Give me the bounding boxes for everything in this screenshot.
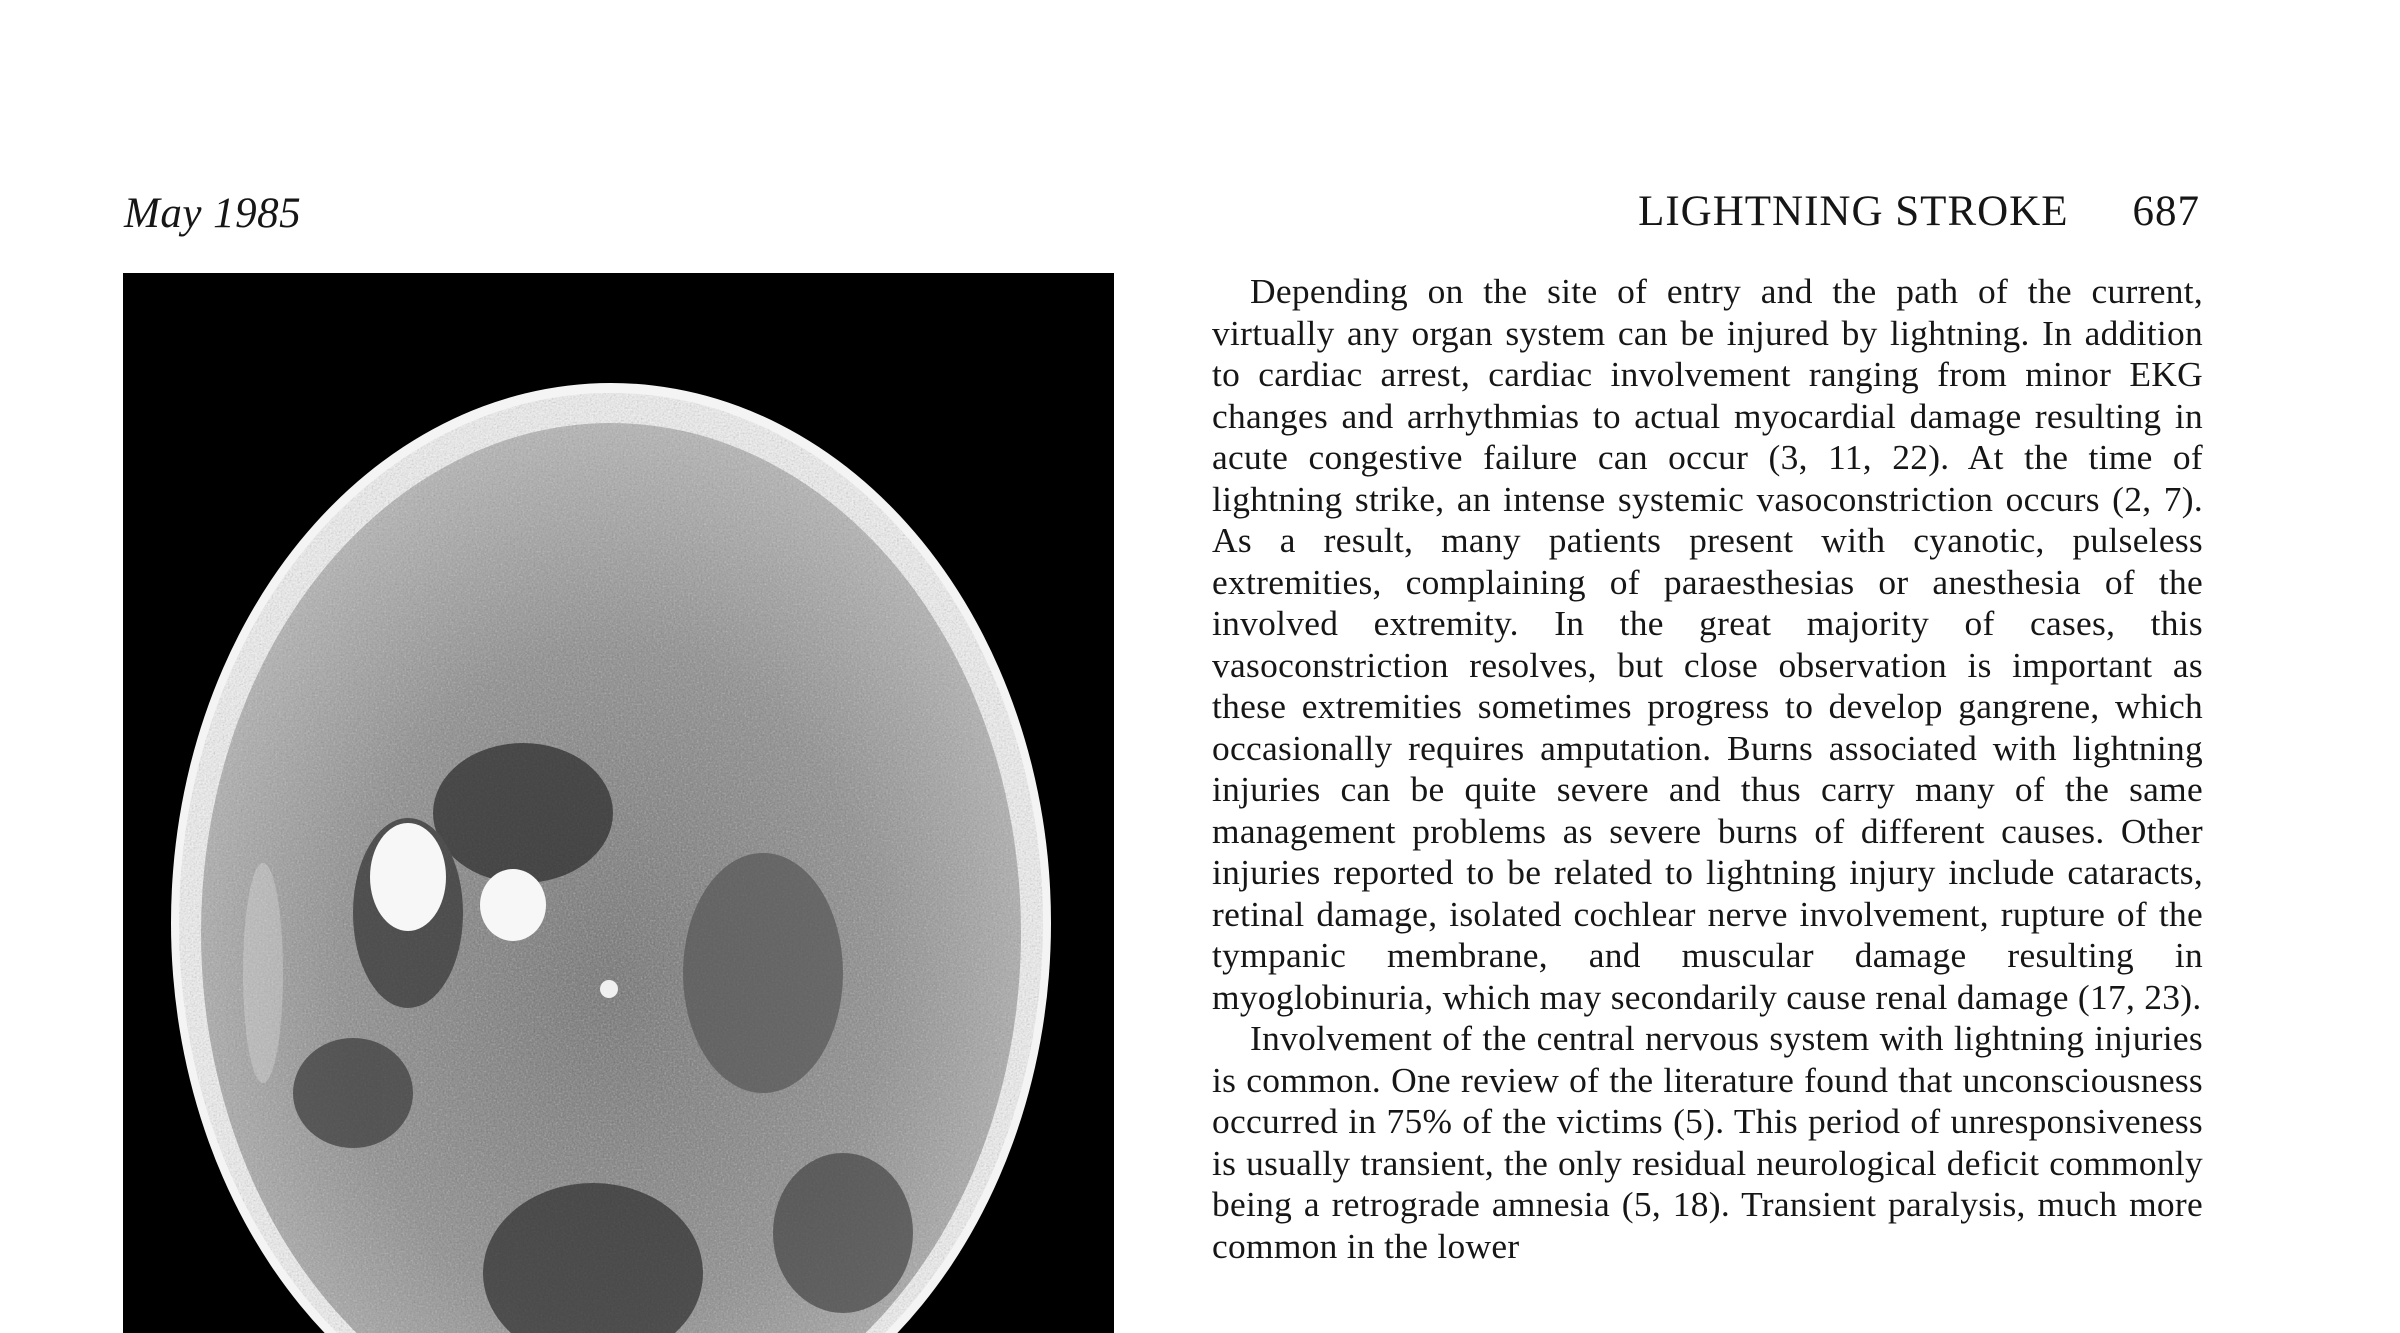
lesion-small [600,980,618,998]
lesion-left [370,823,446,931]
article-body [1212,271,2203,1267]
paragraph-1: Depending on the site of entry and the path of the current, virtually any organ system can be injured by lightning. In addition to cardiac arrest, cardiac involvement ranging from minor EKG changes and arrhythmias to actual myocardial damage resulting in acute congestive failure can occur (3, 11, 22). At the time of lightning strike, an intense systemic vasoconstriction occurs (2, 7). As a result, many patients present with cyanotic, pulseless extremities, complaining of paraesthesias or anesthesia of the involved extremity. In the great majority of cases, this vasoconstriction resolves, but close observation is important as these extremities sometimes progress to develop gangrene, which occasionally requires amputation. Burns associated with lightning injuries can be quite severe and thus carry many of the same management problems as severe burns of different causes. Other injuries reported to be related to lightning injury include cataracts, retinal damage, isolated cochlear nerve involvement, rupture of the tympanic membrane, and muscular damage resulting in myoglobinuria, which may secondarily cause renal damage (17, 23). [1212,271,2203,1017]
paragraph-2: Involvement of the central nervous system with lightning injuries is common. One review of the literature found that unconsciousness occurred in 75% of the victims (5). This period of unresponsiveness is usually transient, the only residual neurological deficit commonly being a retrograde amnesia (5, 18). Transient paralysis, much more common in the lower [1212,1018,2203,1266]
running-header [1638,184,2200,240]
running-header-title: LIGHTNING STROKE [1638,188,2069,235]
ct-scan-image [123,273,1114,1333]
lesion-right [480,869,546,941]
running-header-date: May 1985 [124,190,302,237]
ct-scan-figure [123,273,1114,1333]
page-number: 687 [2132,188,2200,235]
